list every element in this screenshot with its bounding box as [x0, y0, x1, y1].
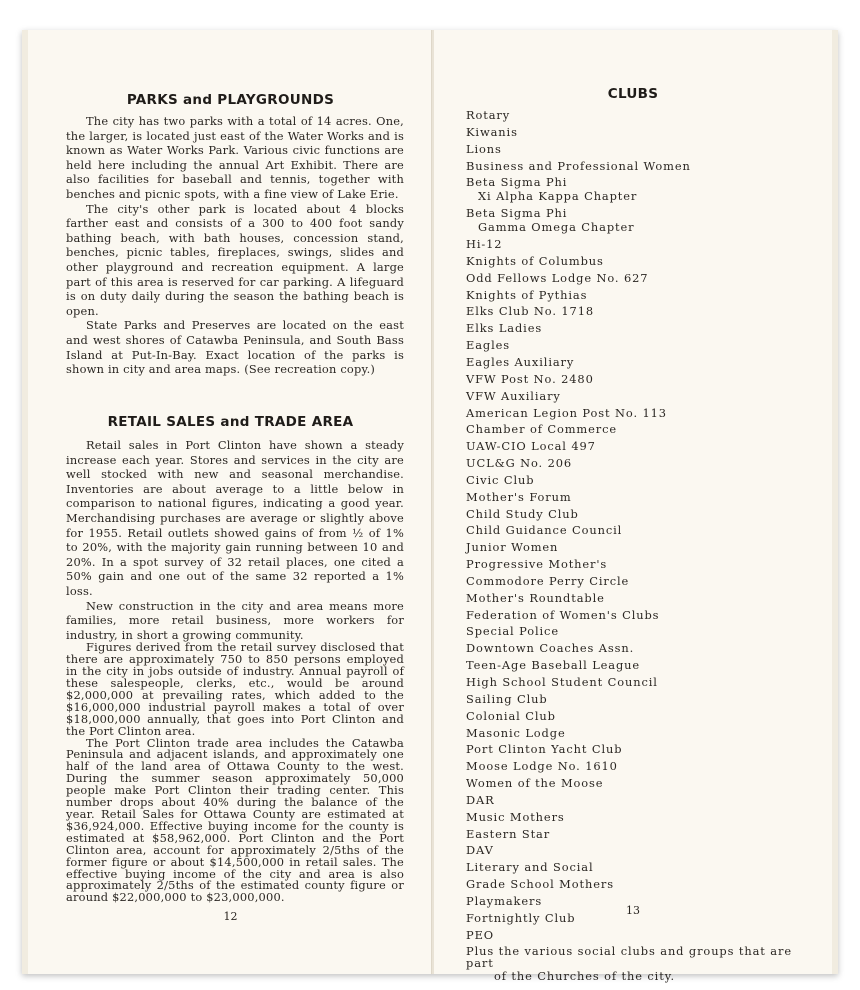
retail-heading: RETAIL SALES and TRADE AREA — [107, 414, 354, 430]
club-list-item — [466, 125, 816, 139]
club-list-item — [466, 456, 816, 470]
club-list-item — [466, 507, 816, 521]
club-list-item — [466, 406, 816, 420]
club-name: UAW-CIO Local 497 — [466, 439, 596, 454]
club-name: Progressive Mother's — [466, 557, 608, 572]
club-name: Elks Ladies — [466, 321, 543, 336]
parks-paragraph: The city's other park is located about 4 blocks farther east and consists of a 300 to 400 foot sandy bathing beach, with bath houses, concession stand, benches, picnic tables, fireplaces, swings, slides and other playground and recreation equipment. A large part of this area is reserved for car parking. A lifeguard is on duty daily during the season the bathing beach is open. — [66, 201, 404, 318]
retail-section — [66, 438, 404, 904]
retail-paragraph: The Port Clinton trade area includes the Catawba Peninsula and adjacent islands, and approximately one half of the land area of Ottawa County to the west. During the summer season approximately 50,000 people make Port Clinton their trading center. This number drops about 40% during the balance of the year. Retail Sales for Ottawa County are estimated at $36,924,000. Effective buying income for the county is estimated at $58,962,000. Port Clinton and the Port Clinton area, account for approximately 2/5ths of the former figure or about $14,500,000 in retail sales. The effective buying income of the city and area is also approximately 2/5ths of the estimated county figure or around $22,000,000 to $23,000,000. — [66, 735, 404, 905]
club-name: Lions — [466, 141, 502, 156]
booklet — [22, 30, 838, 983]
club-name: Sailing Club — [466, 691, 548, 706]
club-list-item — [466, 490, 816, 504]
club-chapter: Xi Alpha Kappa Chapter — [478, 189, 638, 204]
club-name: Business and Professional Women — [466, 158, 691, 173]
club-list-item — [466, 793, 816, 807]
club-name: Grade School Mothers — [466, 877, 614, 892]
club-name: Rotary — [466, 108, 511, 122]
club-name: American Legion Post No. 113 — [466, 405, 667, 420]
club-list-item — [466, 557, 816, 571]
closing-note-continuation: of the Churches of the city. — [494, 968, 676, 983]
retail-paragraph: Figures derived from the retail survey disclosed that there are approximately 750 to 850 persons employed in the city in jobs outside of industry. Annual payroll of these salespeople, clerks, etc., would be around $2,000,000 at prevailing rates, which added to the $16,000,000 industrial payroll makes a total of over $18,000,000 annually, that goes into Port Clinton and the Port Clinton area. — [66, 640, 404, 738]
club-list-item — [466, 591, 816, 605]
club-name: Knights of Columbus — [466, 253, 604, 268]
club-list-item — [466, 675, 816, 689]
club-list-item — [466, 237, 816, 251]
club-list-item — [466, 658, 816, 672]
club-list-item — [466, 108, 816, 122]
club-list-item — [466, 321, 816, 335]
clubs-list — [466, 108, 816, 985]
clubs-closing-note — [466, 945, 816, 983]
club-list-item — [466, 726, 816, 740]
club-list-item — [466, 271, 816, 285]
club-name: Playmakers — [466, 893, 543, 908]
club-name: Teen-Age Baseball League — [466, 658, 641, 673]
club-list-item — [466, 928, 816, 942]
club-name: Downtown Coaches Assn. — [466, 641, 635, 656]
club-list-item — [466, 254, 816, 268]
club-name: Fortnightly Club — [466, 910, 576, 925]
club-list-item — [466, 624, 816, 638]
club-name: PEO — [466, 927, 495, 942]
club-chapter: Gamma Omega Chapter — [478, 220, 635, 235]
club-list-item — [466, 759, 816, 773]
club-name: DAR — [466, 792, 495, 807]
club-list-item — [466, 355, 816, 369]
club-name: Mother's Forum — [466, 489, 572, 504]
club-list-item — [466, 142, 816, 156]
parks-section — [66, 114, 404, 377]
club-list-item — [466, 827, 816, 841]
club-name: Kiwanis — [466, 124, 518, 139]
club-list-item — [466, 439, 816, 453]
parks-paragraph: The city has two parks with a total of 14 acres. One, the larger, is located just east of the Water Works and is known as Water Works Park. Various civic functions are held here including the annual Art Exhibit. There are also facilities for baseball and tennis, together with benches and picnic spots, with a fine view of Lake Erie. — [66, 114, 404, 201]
club-name: Civic Club — [466, 472, 535, 487]
club-name: Federation of Women's Clubs — [466, 607, 660, 622]
club-name: Odd Fellows Lodge No. 627 — [466, 270, 649, 285]
retail-paragraph: Retail sales in Port Clinton have shown a steady increase each year. Stores and services in the city are well stocked with new and seasonal merchandise. Inventories are about average to a little below in comparison to national figures, indicating a good year. Merchandising purchases are average or slightly above for 1955. Retail outlets showed gains of from ½ of 1% to 20%, with the majority gain running between 10 and 20%. In a spot survey of 32 retail places, one cited a 50% gain and one out of the same 32 reported a 1% loss. — [66, 438, 404, 598]
club-list-item — [466, 288, 816, 302]
club-name: Mother's Roundtable — [466, 590, 605, 605]
club-name: Child Guidance Council — [466, 523, 623, 538]
club-name: Eastern Star — [466, 826, 551, 841]
club-name: Eagles — [466, 338, 511, 353]
club-list-item — [466, 776, 816, 790]
club-name: Special Police — [466, 624, 559, 639]
club-name: Junior Women — [466, 540, 559, 555]
club-name: Colonial Club — [466, 708, 556, 723]
club-name: Hi-12 — [466, 237, 503, 252]
club-name: Literary and Social — [466, 860, 594, 875]
club-list-item — [466, 709, 816, 723]
club-list-item — [466, 860, 816, 874]
club-list-item — [466, 608, 816, 622]
club-list-item — [466, 389, 816, 403]
closing-note-line: Plus the various social clubs and groups that are part — [466, 943, 792, 970]
club-name: Masonic Lodge — [466, 725, 566, 740]
right-page — [434, 30, 832, 983]
club-list-item — [466, 523, 816, 537]
club-list-item — [466, 641, 816, 655]
club-name: Chamber of Commerce — [466, 422, 618, 437]
club-name: Port Clinton Yacht Club — [466, 742, 623, 757]
club-list-item — [466, 540, 816, 554]
club-name: Women of the Moose — [466, 776, 604, 791]
retail-paragraph: New construction in the city and area means more families, more retail business, more workers for industry, in short a growing community. — [66, 598, 404, 642]
club-list-item — [466, 338, 816, 352]
club-name: Beta Sigma Phi — [466, 206, 568, 221]
club-list-item — [466, 810, 816, 824]
club-name: Child Study Club — [466, 506, 579, 521]
club-list-item — [466, 574, 816, 588]
club-name: Music Mothers — [466, 809, 565, 824]
club-name: High School Student Council — [466, 675, 658, 689]
parks-heading: PARKS and PLAYGROUNDS — [126, 92, 335, 108]
clubs-heading: CLUBS — [607, 86, 659, 102]
club-name: Eagles Auxiliary — [466, 354, 575, 369]
club-name: Knights of Pythias — [466, 287, 588, 302]
club-list-item — [466, 877, 816, 891]
club-name: Commodore Perry Circle — [466, 573, 630, 588]
club-list-item — [466, 422, 816, 436]
left-page — [28, 30, 434, 974]
club-name: Moose Lodge No. 1610 — [466, 759, 618, 774]
club-name: VFW Auxiliary — [466, 388, 561, 403]
club-list-item — [466, 304, 816, 318]
club-list-item — [466, 843, 816, 857]
club-list-item — [466, 473, 816, 487]
page-number-right: 13 — [626, 904, 640, 917]
club-list-item — [466, 159, 816, 173]
club-name: Beta Sigma Phi — [466, 175, 568, 190]
club-list-item — [466, 372, 816, 386]
page-number-left: 12 — [223, 910, 238, 923]
club-name: UCL&G No. 206 — [466, 456, 573, 471]
club-name: DAV — [466, 843, 494, 858]
club-list-item — [466, 692, 816, 706]
parks-paragraph: State Parks and Preserves are located on the east and west shores of Catawba Peninsula, and South Bass Island at Put-In-Bay. Exact location of the parks is shown in city and area maps. (See recreation copy.) — [66, 318, 404, 377]
club-list-item — [466, 742, 816, 756]
club-list-item — [466, 206, 816, 234]
club-name: VFW Post No. 2480 — [466, 371, 594, 386]
club-list-item — [466, 175, 816, 203]
club-name: Elks Club No. 1718 — [466, 304, 594, 319]
